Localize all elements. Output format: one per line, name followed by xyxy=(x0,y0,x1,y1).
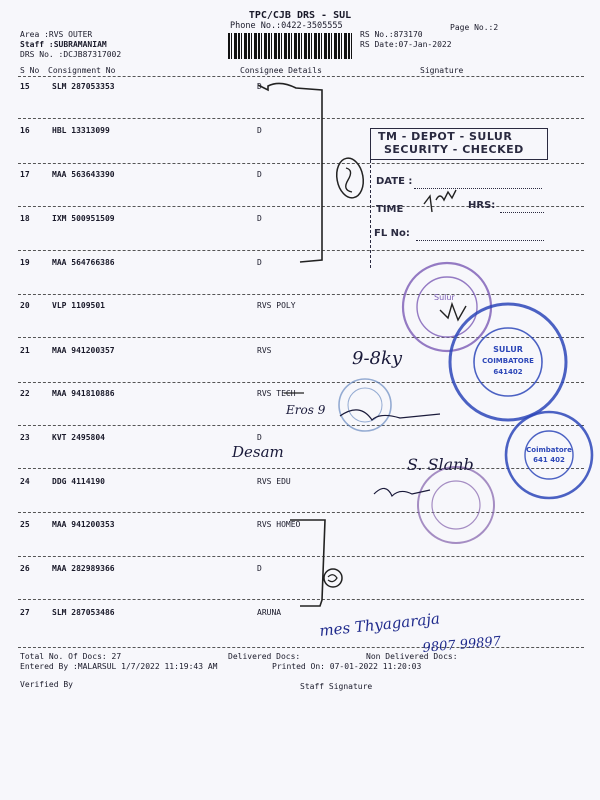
row-consignee: RVS xyxy=(257,346,272,355)
row-sno: 25 xyxy=(20,520,30,529)
row-consignee: D xyxy=(257,170,262,179)
row-consignment: MAA 941200353 xyxy=(52,520,115,529)
row-consignee: D xyxy=(257,564,262,573)
row-consignment: MAA 941810886 xyxy=(52,389,115,398)
delivered-docs: Delivered Docs: xyxy=(228,652,301,661)
medical-stamp-line3: 641402 xyxy=(493,368,523,376)
delivery-bracket-top xyxy=(258,83,366,262)
stamp-time-label: TIME xyxy=(376,204,404,215)
row-sno: 27 xyxy=(20,608,30,617)
medical-stamp-line1: SULUR xyxy=(493,345,523,354)
non-delivered-docs: Non Delivered Docs: xyxy=(366,652,458,661)
technical-campus-stamp xyxy=(506,412,592,498)
row-consignee: RVS TECH xyxy=(257,389,296,398)
row-consignment: MAA 941200357 xyxy=(52,346,115,355)
col-header-signature: Signature xyxy=(420,66,464,75)
row-consignment: HBL 13313099 xyxy=(52,126,110,135)
row-sno: 16 xyxy=(20,126,30,135)
page-number: Page No.:2 xyxy=(450,23,499,32)
stamp-no-label: FL No: xyxy=(374,228,410,239)
row-sno: 26 xyxy=(20,564,30,573)
tech-stamp-line2: 641 402 xyxy=(533,456,565,464)
col-header-consignee: Consignee Details xyxy=(240,66,322,75)
phone-row27: 9807 99897 xyxy=(422,634,502,656)
rs-number: RS No.:873170 xyxy=(360,30,423,39)
row-consignee: D xyxy=(257,433,262,442)
medical-stamp-line2: COIMBATORE xyxy=(482,357,534,365)
medical-college-stamp xyxy=(450,304,566,420)
stamp-date-label: DATE : xyxy=(376,176,413,187)
col-header-sno: S No xyxy=(20,66,40,75)
row-consignment: SLM 287053486 xyxy=(52,608,115,617)
row-sno: 17 xyxy=(20,170,30,179)
total-docs: Total No. Of Docs: 27 xyxy=(20,652,122,661)
stamp-line1: TM - DEPOT - SULUR xyxy=(378,130,513,143)
row-consignment: DDG 4114190 xyxy=(52,477,105,486)
stamp-hrs-label: HRS: xyxy=(468,200,496,211)
row-consignee: D xyxy=(257,126,262,135)
row-sno: 18 xyxy=(20,214,30,223)
row-sno: 20 xyxy=(20,301,30,310)
row-sno: 21 xyxy=(20,346,30,355)
signature-row22: Eros 9 xyxy=(286,403,326,417)
row-sno: 23 xyxy=(20,433,30,442)
delivery-bracket-bottom xyxy=(290,520,342,606)
row-consignment: MAA 564766386 xyxy=(52,258,115,267)
row-sno: 22 xyxy=(20,389,30,398)
row-consignment: IXM 500951509 xyxy=(52,214,115,223)
row-consignment: KVT 2495804 xyxy=(52,433,105,442)
drs-number: DRS No. :DCJB87317002 xyxy=(20,50,122,59)
row-consignee: D xyxy=(257,214,262,223)
row-consignee: D xyxy=(257,82,262,91)
report-title: TPC/CJB DRS - SUL xyxy=(248,10,352,21)
row-consignee: RVS HOMEO xyxy=(257,520,301,529)
signature-row23: Desam xyxy=(232,443,284,461)
small-round-stamp xyxy=(339,379,391,431)
row-consignment: MAA 563643390 xyxy=(52,170,115,179)
row-sno: 15 xyxy=(20,82,30,91)
tech-stamp-line1: Coimbatore xyxy=(526,446,572,454)
signature-row24: S. Slanb xyxy=(407,455,474,474)
row-consignment: VLP 1109501 xyxy=(52,301,105,310)
sulur-stamp-center: Sulur xyxy=(434,293,455,302)
signature-row27: mes Thyagaraja xyxy=(318,609,441,640)
phone-number: Phone No.:0422-3505555 xyxy=(230,21,343,31)
entered-by: Entered By :MALARSUL 1/7/2022 11:19:43 AM xyxy=(20,662,218,671)
col-header-consignment: Consignment No xyxy=(48,66,116,75)
stamp-time-scribble xyxy=(424,190,456,212)
rs-date: RS Date:07-Jan-2022 xyxy=(360,40,452,49)
printed-on: Printed On: 07-01-2022 11:20:03 xyxy=(272,662,422,671)
row-consignee: D xyxy=(257,258,262,267)
staff-signature: Staff Signature xyxy=(300,682,373,691)
verified-by: Verified By xyxy=(20,680,73,689)
row-consignee: RVS POLY xyxy=(257,301,296,310)
area-label: Area :RVS OUTER xyxy=(20,30,93,39)
stamp-line2: SECURITY - CHECKED xyxy=(384,143,524,156)
row-consignee: ARUNA xyxy=(257,608,282,617)
staff-label: Staff :SUBRAMANIAM xyxy=(20,40,107,49)
row-consignee: RVS EDU xyxy=(257,477,291,486)
row-sno: 19 xyxy=(20,258,30,267)
medical-trust-stamp xyxy=(418,467,494,543)
signature-row21: 9-8ky xyxy=(352,348,403,369)
row-consignment: MAA 282989366 xyxy=(52,564,115,573)
row-sno: 24 xyxy=(20,477,30,486)
row-consignment: SLM 287053353 xyxy=(52,82,115,91)
sulur-round-stamp xyxy=(403,263,491,351)
